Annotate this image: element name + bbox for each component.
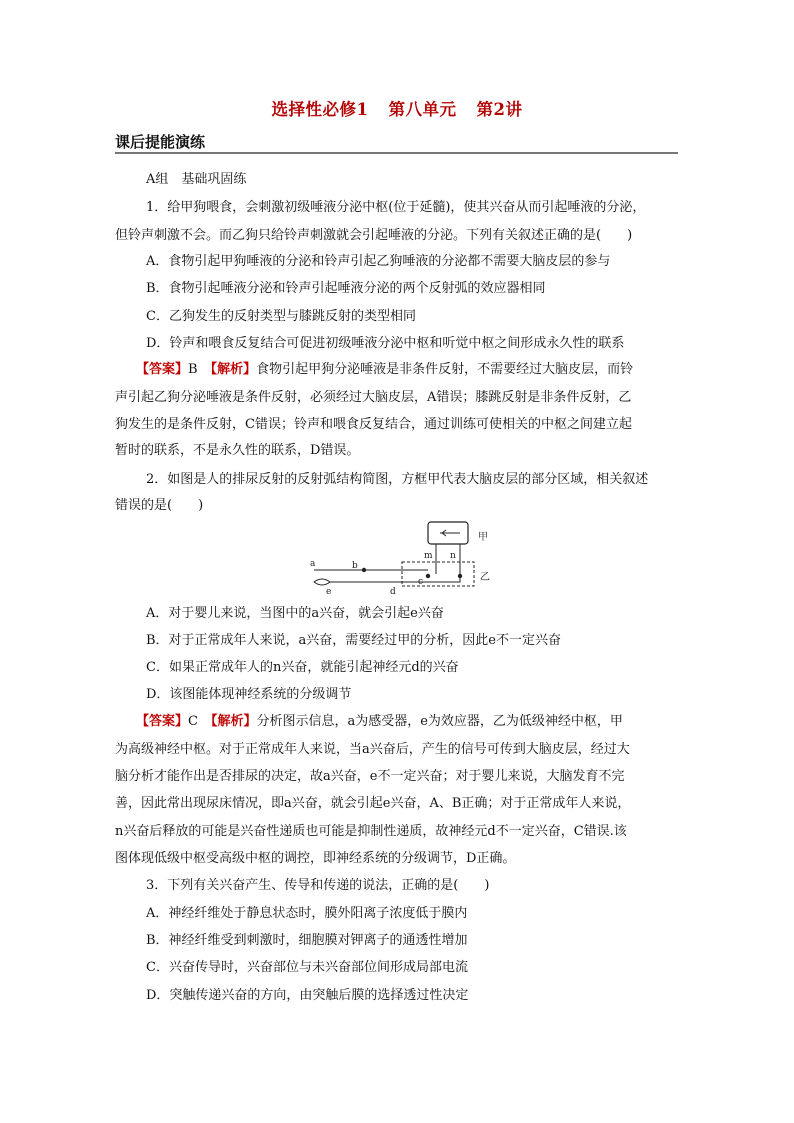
label-b: b [352, 561, 358, 571]
label-yi: 乙 [480, 572, 490, 583]
reflex-arc-diagram [300, 518, 500, 600]
label-c: c [418, 577, 424, 587]
effector-icon [314, 579, 330, 585]
title-part-2: 第八单元 [388, 100, 457, 119]
q2-option-c: C．如果正常成年人的n兴奋，就能引起神经元d的兴奋 [146, 660, 459, 675]
q2-option-d: D．该图能体现神经系统的分级调节 [146, 687, 352, 702]
q1-explanation-line4: 暂时的联系，不是永久性的联系，D错误。 [115, 443, 360, 458]
q2-explanation-line1: 分析图示信息，a为感受器，e为效应器，乙为低级神经中枢，甲 [256, 714, 623, 729]
q2-answer-tag: 【答案】 [136, 714, 189, 729]
q2-explanation-line6: 图体现低级中枢受高级中枢的调控，即神经系统的分级调节，D正确。 [115, 851, 516, 866]
efferent-fiber [330, 576, 460, 582]
q2-option-b: B．对于正常成年人来说，a兴奋，需要经过甲的分析，因此e不一定兴奋 [146, 633, 561, 648]
label-n: n [450, 551, 456, 561]
q3-option-b: B．神经纤维受到刺激时，细胞膜对钾离子的通透性增加 [146, 933, 468, 948]
q1-stem-line1: 1．给甲狗喂食，会刺激初级唾液分泌中枢(位于延髓)，使其兴奋从而引起唾液的分泌， [146, 200, 646, 215]
q1-explanation-line2: 声引起乙狗分泌唾液是条件反射，必须经过大脑皮层，A错误；膝跳反射是非条件反射，乙 [115, 390, 632, 405]
section-heading: 课后提能演练 [115, 133, 206, 151]
q1-explanation-line1: 食物引起甲狗分泌唾液是非条件反射，不需要经过大脑皮层，而铃 [256, 362, 634, 377]
label-a: a [310, 559, 316, 569]
q1-explanation-tag: 【解析】 [210, 362, 257, 377]
q2-stem-line1: 2．如图是人的排尿反射的反射弧结构简图，方框甲代表大脑皮层的部分区域，相关叙述 [146, 472, 649, 487]
q1-option-d: D．铃声和喂食反复结合可促进初级唾液分泌中枢和听觉中枢之间形成永久性的联系 [146, 336, 625, 351]
q3-stem: 3．下列有关兴奋产生、传导和传递的说法，正确的是( ) [146, 878, 490, 893]
q2-answer-line [136, 714, 623, 730]
q1-explanation-line3: 狗发生的是条件反射，C错误；铃声和喂食反复结合，通过训练可使相关的中枢之间建立起 [115, 417, 632, 432]
q2-explanation-line4: 善，因此常出现尿床情况，即a兴奋，就会引起e兴奋，A、B正确；对于正常成年人来说， [115, 796, 631, 811]
heading-rule [115, 152, 678, 154]
q3-option-d: D．突触传递兴奋的方向，由突触后膜的选择透过性决定 [146, 988, 469, 1003]
q3-option-c: C．兴奋传导时，兴奋部位与未兴奋部位间形成局部电流 [146, 960, 468, 975]
q2-option-a: A．对于婴儿来说，当图中的a兴奋，就会引起e兴奋 [146, 606, 444, 621]
q1-answer-value: B [188, 362, 211, 377]
q1-option-a: A．食物引起甲狗唾液的分泌和铃声引起乙狗唾液的分泌都不需要大脑皮层的参与 [146, 254, 611, 269]
q2-explanation-line2: 为高级神经中枢。对于正常成年人来说，当a兴奋后，产生的信号可传到大脑皮层，经过大 [115, 742, 630, 757]
label-d: d [390, 587, 396, 597]
page-title [0, 96, 794, 120]
q2-explanation-line3: 脑分析才能作出是否排尿的决定，故a兴奋，e不一定兴奋；对于婴儿来说，大脑发育不完 [115, 769, 625, 784]
synapse-point-1 [426, 574, 430, 578]
neuron-body-b [362, 568, 366, 572]
q1-option-c: C．乙狗发生的反射类型与膝跳反射的类型相同 [146, 309, 416, 324]
q1-option-b: B．食物引起唾液分泌和铃声引起唾液分泌的两个反射弧的效应器相同 [146, 281, 546, 296]
title-part-3: 第2讲 [476, 100, 523, 119]
q2-explanation-tag: 【解析】 [210, 714, 257, 729]
q2-stem-line2: 错误的是( ) [115, 498, 204, 513]
title-part-1: 选择性必修1 [271, 100, 369, 119]
q1-answer-line [136, 362, 633, 378]
q1-answer-tag: 【答案】 [136, 362, 189, 377]
q2-explanation-line5: n兴奋后释放的可能是兴奋性递质也可能是抑制性递质，故神经元d不一定兴奋，C错误.该 [115, 824, 627, 839]
label-e: e [326, 587, 332, 597]
label-m: m [424, 551, 433, 561]
q2-answer-value: C [188, 714, 211, 729]
q3-option-a: A．神经纤维处于静息状态时，膜外阳离子浓度低于膜内 [146, 906, 468, 921]
group-label: A组 基础巩固练 [146, 172, 247, 187]
q1-stem-line2: 但铃声刺激不会。而乙狗只给铃声刺激就会引起唾液的分泌。下列有关叙述正确的是( ) [115, 228, 633, 243]
label-jia: 甲 [478, 532, 488, 543]
